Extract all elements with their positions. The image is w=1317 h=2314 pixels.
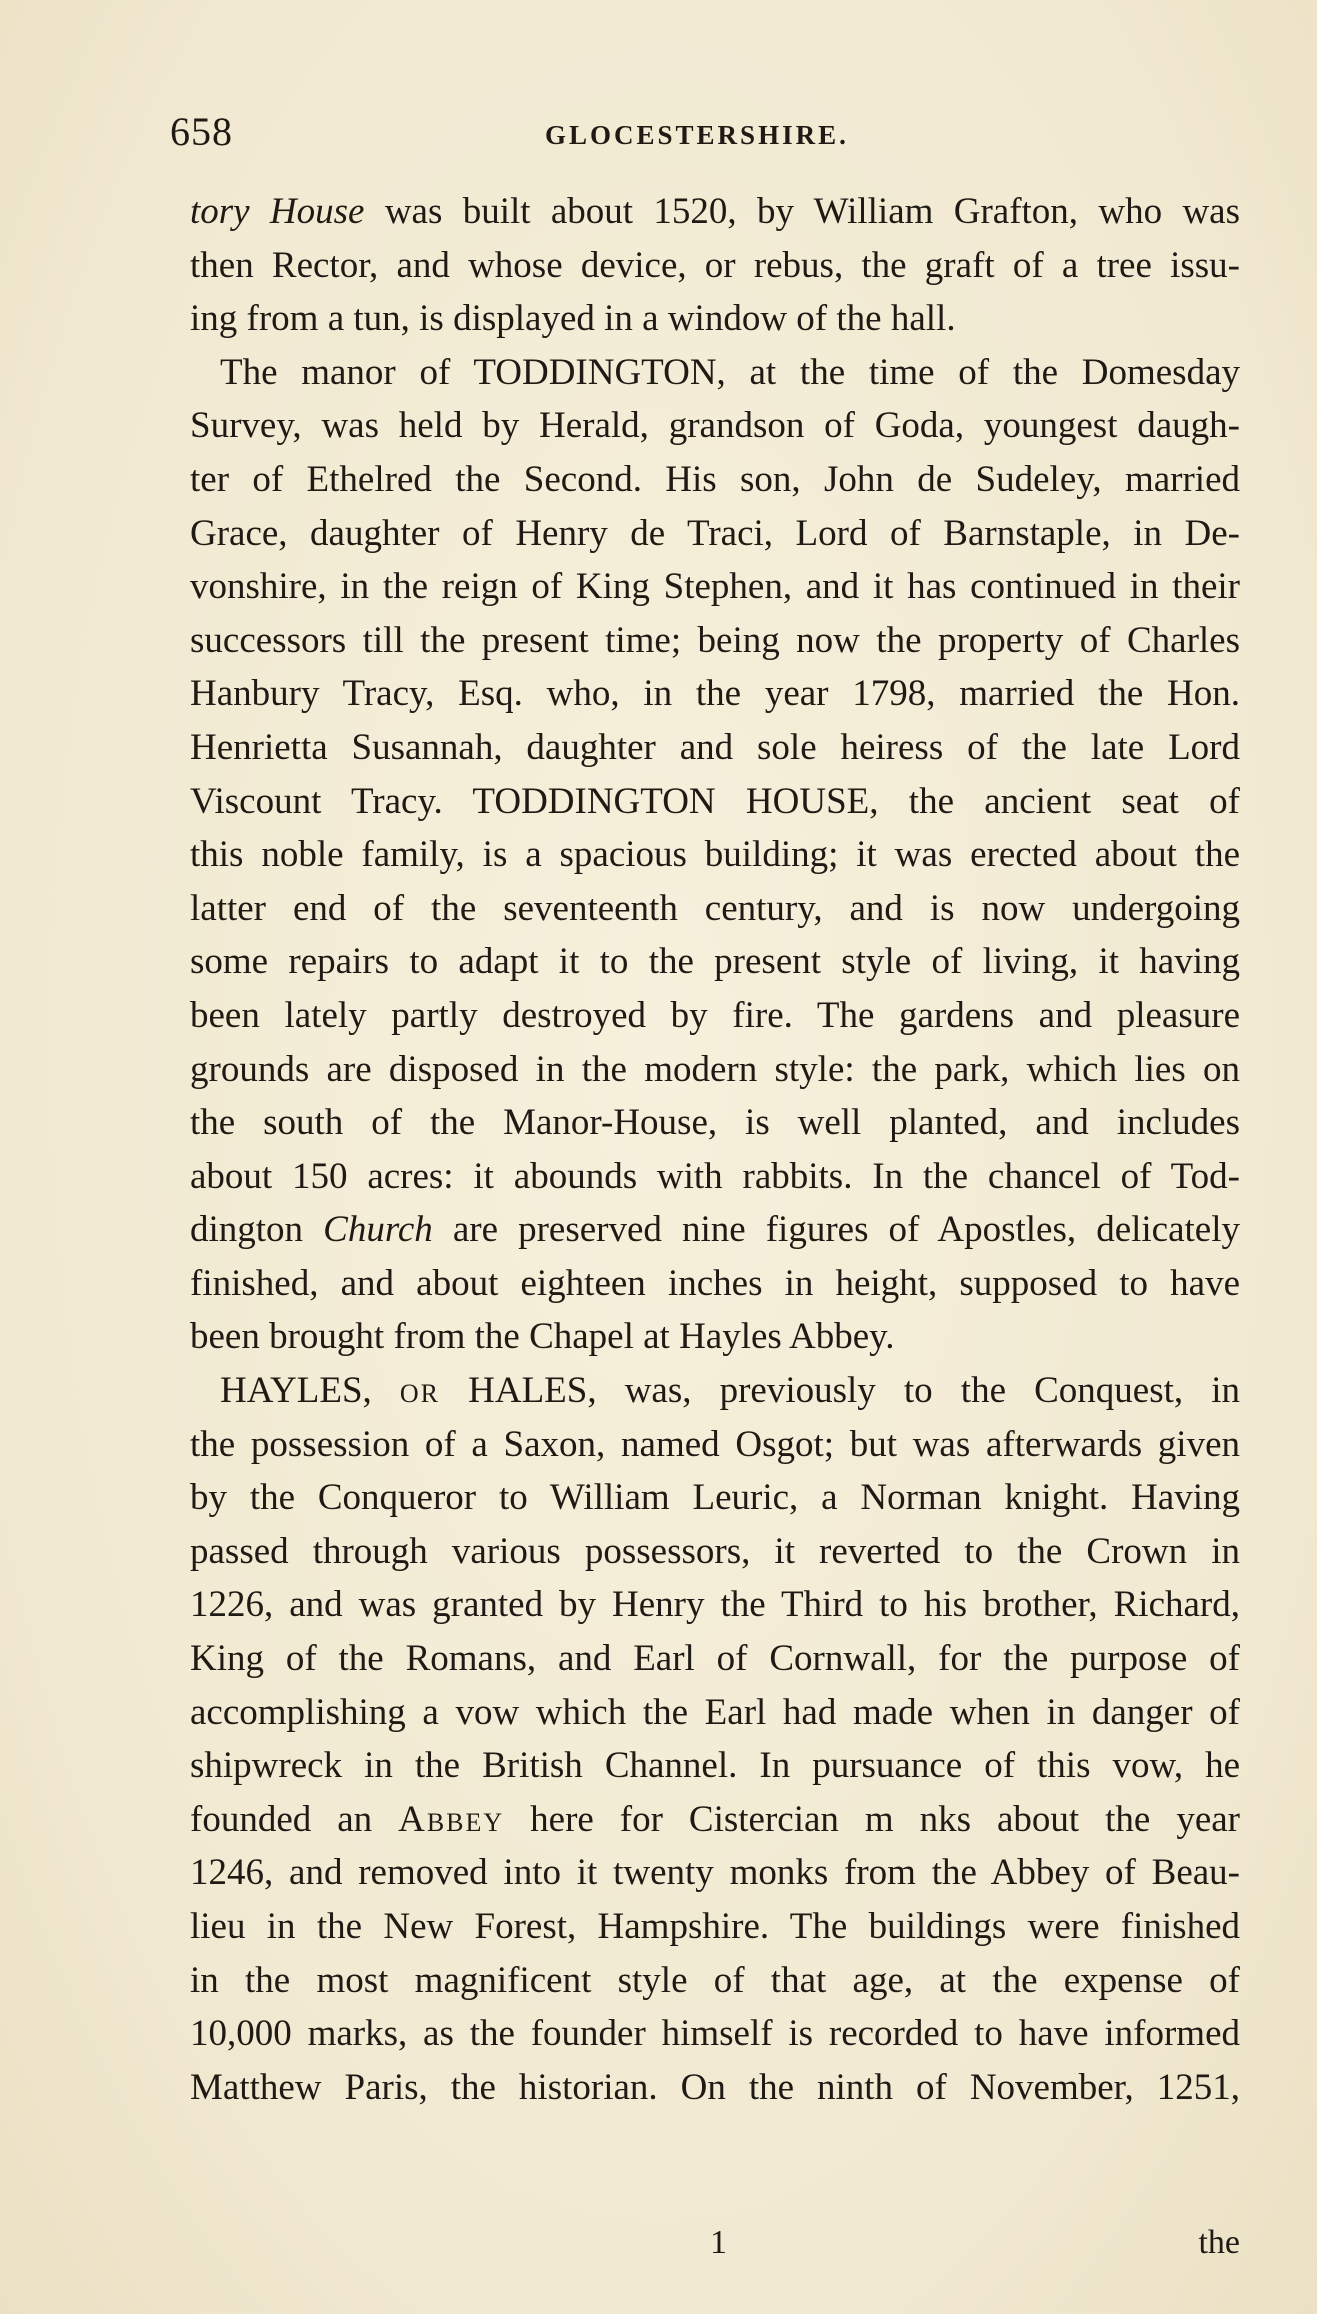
text-segment: dington bbox=[190, 1209, 324, 1251]
signature-mark: 1 bbox=[710, 2224, 727, 2261]
text-line bbox=[190, 1364, 1240, 1418]
text-line bbox=[190, 239, 1240, 293]
text-segment: finished, and about eighteen inches in height, supposed to have bbox=[190, 1262, 1240, 1304]
text-segment: Abbey bbox=[398, 1798, 505, 1840]
text-segment: HALES, was, previously to the Conquest, in bbox=[440, 1370, 1240, 1412]
text-segment: this noble family, is a spacious building; it was erected about the bbox=[190, 834, 1240, 876]
page-footer bbox=[190, 2224, 1240, 2274]
text-line bbox=[190, 882, 1240, 936]
text-line bbox=[190, 1096, 1240, 1150]
text-segment: The manor of TODDINGTON, at the time of the Domesday bbox=[220, 351, 1240, 393]
text-line bbox=[190, 721, 1240, 775]
text-segment: 10,000 marks, as the founder himself is recorded to have informed bbox=[190, 2013, 1240, 2055]
page-number: 658 bbox=[170, 109, 233, 154]
text-segment: Grace, daughter of Henry de Traci, Lord of Barnstaple, in De- bbox=[190, 512, 1240, 554]
text-segment: the possession of a Saxon, named Osgot; but was afterwards given bbox=[190, 1423, 1240, 1465]
text-line bbox=[190, 1257, 1240, 1311]
text-segment: latter end of the seventeenth century, and is now undergoing bbox=[190, 887, 1240, 929]
text-line bbox=[190, 2007, 1240, 2061]
text-line bbox=[190, 2061, 1240, 2115]
text-line bbox=[190, 775, 1240, 829]
text-line bbox=[190, 1686, 1240, 1740]
text-segment: are preserved nine figures of Apostles, delicately bbox=[432, 1209, 1240, 1251]
body-text bbox=[190, 185, 1240, 2114]
text-segment: HAYLES, bbox=[220, 1370, 400, 1412]
text-segment: 1246, and removed into it twenty monks from the Abbey of Beau- bbox=[190, 1852, 1240, 1894]
text-segment: shipwreck in the British Channel. In pursuance of this vow, he bbox=[190, 1745, 1240, 1787]
text-line bbox=[190, 1043, 1240, 1097]
text-segment: successors till the present time; being now the property of Charles bbox=[190, 619, 1240, 661]
text-line bbox=[190, 1846, 1240, 1900]
text-line bbox=[190, 1900, 1240, 1954]
text-segment: by the Conqueror to William Leuric, a Norman knight. Having bbox=[190, 1477, 1240, 1519]
text-segment: some repairs to adapt it to the present style of living, it having bbox=[190, 941, 1240, 983]
text-line bbox=[190, 614, 1240, 668]
text-segment: then Rector, and whose device, or rebus, the graft of a tree issu- bbox=[190, 244, 1240, 286]
text-line bbox=[190, 1632, 1240, 1686]
text-line bbox=[190, 560, 1240, 614]
text-segment: founded an bbox=[190, 1798, 399, 1840]
running-head: GLOCESTERSHIRE. bbox=[545, 120, 849, 150]
text-line bbox=[190, 1310, 1240, 1364]
text-line bbox=[190, 935, 1240, 989]
text-line bbox=[190, 989, 1240, 1043]
text-line bbox=[190, 1471, 1240, 1525]
text-segment: 1226, and was granted by Henry the Third to his brother, Richard, bbox=[190, 1584, 1240, 1626]
text-segment: Hanbury Tracy, Esq. who, in the year 1798, married the Hon. bbox=[190, 673, 1240, 715]
text-line bbox=[190, 828, 1240, 882]
text-line bbox=[190, 292, 1240, 346]
text-segment: Viscount Tracy. TODDINGTON HOUSE, the ancient seat of bbox=[190, 780, 1240, 822]
text-line bbox=[190, 399, 1240, 453]
text-line bbox=[190, 453, 1240, 507]
text-segment: tory House bbox=[190, 191, 365, 232]
text-segment: ing from a tun, is displayed in a window of the hall. bbox=[190, 298, 956, 340]
text-segment: been lately partly destroyed by fire. The gardens and pleasure bbox=[190, 994, 1240, 1036]
text-line bbox=[190, 1793, 1240, 1847]
catchword: the bbox=[1198, 2224, 1240, 2261]
text-line bbox=[190, 1418, 1240, 1472]
text-segment: or bbox=[399, 1370, 441, 1412]
text-segment: vonshire, in the reign of King Stephen, and it has continued in their bbox=[190, 566, 1240, 608]
text-segment: was built about 1520, by William Grafton, who was bbox=[364, 191, 1240, 232]
text-line bbox=[190, 507, 1240, 561]
text-segment: Survey, was held by Herald, grandson of Goda, youngest daugh- bbox=[190, 405, 1240, 447]
text-segment: here for Cistercian m nks about the year bbox=[504, 1798, 1240, 1840]
text-segment: passed through various possessors, it reverted to the Crown in bbox=[190, 1530, 1240, 1572]
text-line bbox=[190, 1525, 1240, 1579]
text-line bbox=[190, 185, 1240, 239]
text-line bbox=[190, 346, 1240, 400]
text-segment: Matthew Paris, the historian. On the ninth of November, 1251, bbox=[190, 2066, 1240, 2108]
text-line bbox=[190, 1954, 1240, 2008]
text-line bbox=[190, 1203, 1240, 1257]
text-segment: about 150 acres: it abounds with rabbits. In the chancel of Tod- bbox=[190, 1155, 1240, 1197]
text-line bbox=[190, 1578, 1240, 1632]
text-segment: lieu in the New Forest, Hampshire. The buildings were finished bbox=[190, 1906, 1240, 1947]
text-segment: Church bbox=[323, 1209, 433, 1251]
text-segment: ter of Ethelred the Second. His son, John de Sudeley, married bbox=[190, 458, 1240, 500]
text-line bbox=[190, 667, 1240, 721]
text-segment: in the most magnificent style of that age, at the expense of bbox=[190, 1959, 1240, 2001]
text-line bbox=[190, 1739, 1240, 1793]
text-segment: Henrietta Susannah, daughter and sole heiress of the late Lord bbox=[190, 726, 1240, 768]
text-segment: been brought from the Chapel at Hayles Abbey. bbox=[190, 1316, 895, 1358]
page-header bbox=[170, 108, 1160, 158]
text-segment: the south of the Manor-House, is well planted, and includes bbox=[190, 1102, 1240, 1144]
text-segment: King of the Romans, and Earl of Cornwall, for the purpose of bbox=[190, 1638, 1240, 1680]
text-segment: accomplishing a vow which the Earl had made when in danger of bbox=[190, 1691, 1240, 1733]
text-line bbox=[190, 1150, 1240, 1204]
text-segment: grounds are disposed in the modern style: the park, which lies on bbox=[190, 1048, 1240, 1090]
